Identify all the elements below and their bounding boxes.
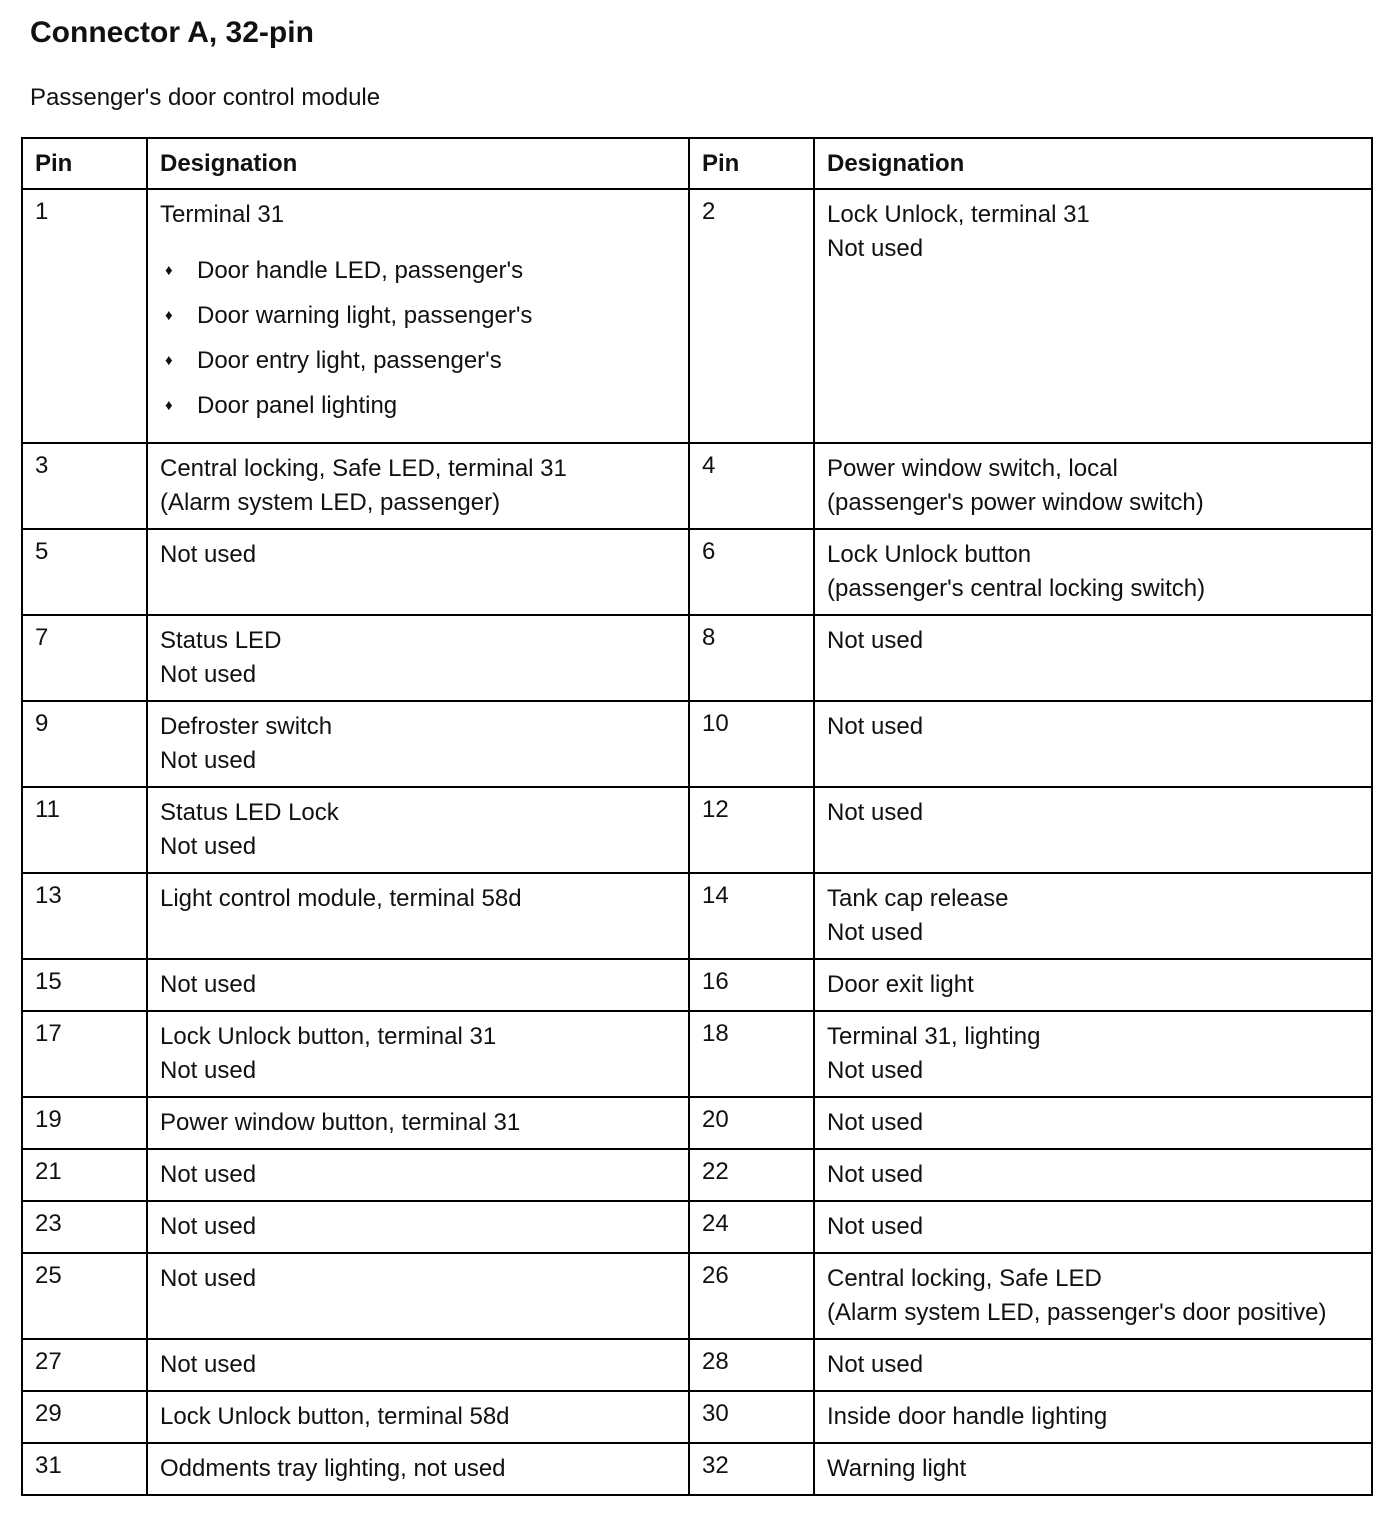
designation-line: Not used	[827, 235, 924, 262]
pin-designation-cell	[147, 1391, 689, 1443]
pin-designation-cell	[147, 1149, 689, 1201]
pin-designation-cell	[147, 701, 689, 787]
page-subtitle: Passenger's door control module	[30, 84, 381, 111]
designation-line: Central locking, Safe LED	[827, 1265, 1102, 1292]
designation-line: Power window button, terminal 31	[160, 1109, 521, 1136]
designation-line: Status LED Lock	[160, 799, 339, 826]
designation-line: Central locking, Safe LED, terminal 31	[160, 455, 567, 482]
pin-designation-cell	[814, 873, 1372, 959]
pin-designation-cell	[147, 1253, 689, 1339]
designation-line: Not used	[160, 833, 257, 860]
pin-designation-cell	[814, 529, 1372, 615]
designation-line: Lock Unlock button	[827, 541, 1032, 568]
designation-line: (passenger's power window switch)	[827, 489, 1204, 516]
bullet-item	[160, 299, 674, 332]
bullet-item	[160, 344, 674, 377]
pin-number-cell: 6	[689, 529, 814, 615]
pin-number-cell: 32	[689, 1443, 814, 1495]
pin-designation-cell	[147, 529, 689, 615]
designation-line: Terminal 31	[160, 201, 285, 228]
pin-designation-cell	[814, 1443, 1372, 1495]
bullet-text: Door handle LED, passenger's	[197, 257, 524, 284]
pin-designation-cell	[814, 1391, 1372, 1443]
designation-line: Not used	[160, 971, 257, 998]
pin-number-cell: 20	[689, 1097, 814, 1149]
pin-number-cell: 16	[689, 959, 814, 1011]
pin-designation-cell	[814, 787, 1372, 873]
designation-line: Lock Unlock, terminal 31	[827, 201, 1090, 228]
table-row	[22, 959, 1372, 1011]
designation-line: Not used	[827, 713, 924, 740]
pin-number-cell: 14	[689, 873, 814, 959]
designation-line: Light control module, terminal 58d	[160, 885, 522, 912]
pin-number-cell: 26	[689, 1253, 814, 1339]
pin-number-cell: 3	[22, 443, 147, 529]
designation-line: Terminal 31, lighting	[827, 1023, 1041, 1050]
pin-number-cell: 19	[22, 1097, 147, 1149]
header-pin-right: Pin	[689, 138, 814, 189]
designation-line: Lock Unlock button, terminal 31	[160, 1023, 497, 1050]
pin-designation-cell	[814, 1149, 1372, 1201]
table-row	[22, 1443, 1372, 1495]
pin-number-cell: 25	[22, 1253, 147, 1339]
pin-number-cell: 28	[689, 1339, 814, 1391]
pin-number-cell: 15	[22, 959, 147, 1011]
pin-number-cell: 10	[689, 701, 814, 787]
pin-designation-cell	[814, 189, 1372, 443]
designation-line: Oddments tray lighting, not used	[160, 1455, 506, 1482]
table-row	[22, 1339, 1372, 1391]
pin-number-cell: 31	[22, 1443, 147, 1495]
designation-line: Not used	[160, 1161, 257, 1188]
table-header-row	[22, 138, 1372, 189]
pin-designation-cell	[814, 1097, 1372, 1149]
designation-line: Not used	[160, 747, 257, 774]
designation-line: Not used	[827, 1161, 924, 1188]
pin-number-cell: 18	[689, 1011, 814, 1097]
table-row	[22, 189, 1372, 443]
designation-line: Not used	[160, 1213, 257, 1240]
designation-line: Status LED	[160, 627, 282, 654]
designation-line: Defroster switch	[160, 713, 333, 740]
header-designation-right: Designation	[814, 138, 1372, 189]
table-row	[22, 1391, 1372, 1443]
pin-number-cell: 24	[689, 1201, 814, 1253]
pin-number-cell: 5	[22, 529, 147, 615]
pin-number-cell: 22	[689, 1149, 814, 1201]
pin-designation-cell	[814, 959, 1372, 1011]
pin-number-cell: 7	[22, 615, 147, 701]
pin-number-cell: 4	[689, 443, 814, 529]
pin-designation-cell	[814, 443, 1372, 529]
pin-designation-cell	[147, 787, 689, 873]
pin-designation-cell	[147, 873, 689, 959]
pin-designation-cell	[814, 1201, 1372, 1253]
pin-number-cell: 11	[22, 787, 147, 873]
header-pin-left: Pin	[22, 138, 147, 189]
pin-designation-cell	[814, 615, 1372, 701]
header-designation-left: Designation	[147, 138, 689, 189]
bullet-item	[160, 254, 674, 287]
table-body	[22, 189, 1372, 1495]
table-row	[22, 701, 1372, 787]
table-row	[22, 873, 1372, 959]
designation-line: Not used	[160, 541, 257, 568]
designation-line: Not used	[160, 661, 257, 688]
designation-bullet-list	[160, 254, 674, 422]
designation-line: Not used	[160, 1265, 257, 1292]
diamond-bullet-icon: ♦	[165, 262, 173, 279]
pin-designation-cell	[147, 959, 689, 1011]
pin-designation-cell	[814, 1011, 1372, 1097]
designation-line: Inside door handle lighting	[827, 1403, 1108, 1430]
designation-line: Lock Unlock button, terminal 58d	[160, 1403, 510, 1430]
table-row	[22, 787, 1372, 873]
page-title: Connector A, 32-pin	[30, 16, 314, 49]
designation-line: Not used	[827, 919, 924, 946]
pin-number-cell: 23	[22, 1201, 147, 1253]
table-row	[22, 1149, 1372, 1201]
pin-number-cell: 29	[22, 1391, 147, 1443]
designation-line: (Alarm system LED, passenger's door positive)	[827, 1299, 1327, 1326]
diamond-bullet-icon: ♦	[165, 307, 173, 324]
pin-designation-cell	[147, 1011, 689, 1097]
table-row	[22, 529, 1372, 615]
table-row	[22, 615, 1372, 701]
pin-designation-cell	[814, 1253, 1372, 1339]
diamond-bullet-icon: ♦	[165, 352, 173, 369]
pin-designation-cell	[147, 1339, 689, 1391]
diamond-bullet-icon: ♦	[165, 397, 173, 414]
designation-line: (Alarm system LED, passenger)	[160, 489, 501, 516]
designation-line: Not used	[827, 627, 924, 654]
pin-designation-table	[21, 137, 1373, 1496]
designation-line: Warning light	[827, 1455, 967, 1482]
pin-number-cell: 30	[689, 1391, 814, 1443]
table-row	[22, 1201, 1372, 1253]
pin-designation-cell	[147, 1097, 689, 1149]
table-row	[22, 1097, 1372, 1149]
designation-line: Power window switch, local	[827, 455, 1118, 482]
table-row	[22, 1011, 1372, 1097]
designation-line: Tank cap release	[827, 885, 1009, 912]
pin-number-cell: 8	[689, 615, 814, 701]
bullet-text: Door entry light, passenger's	[197, 347, 502, 374]
pin-designation-cell	[147, 1201, 689, 1253]
pin-number-cell: 2	[689, 189, 814, 443]
designation-line: (passenger's central locking switch)	[827, 575, 1206, 602]
pin-designation-cell	[147, 189, 689, 443]
table-row	[22, 443, 1372, 529]
pin-number-cell: 21	[22, 1149, 147, 1201]
pin-designation-cell	[147, 443, 689, 529]
pin-number-cell: 12	[689, 787, 814, 873]
pin-number-cell: 27	[22, 1339, 147, 1391]
bullet-item	[160, 389, 674, 422]
designation-line: Not used	[827, 1351, 924, 1378]
pin-designation-cell	[147, 1443, 689, 1495]
table-row	[22, 1253, 1372, 1339]
designation-line: Not used	[160, 1351, 257, 1378]
designation-line: Not used	[827, 1213, 924, 1240]
designation-line: Not used	[160, 1057, 257, 1084]
pin-number-cell: 9	[22, 701, 147, 787]
pin-number-cell: 13	[22, 873, 147, 959]
pin-designation-cell	[814, 701, 1372, 787]
pin-number-cell: 17	[22, 1011, 147, 1097]
pin-designation-cell	[147, 615, 689, 701]
designation-line: Not used	[827, 799, 924, 826]
designation-line: Not used	[827, 1057, 924, 1084]
designation-line: Not used	[827, 1109, 924, 1136]
pin-number-cell: 1	[22, 189, 147, 443]
bullet-text: Door panel lighting	[197, 392, 398, 419]
pin-designation-cell	[814, 1339, 1372, 1391]
bullet-text: Door warning light, passenger's	[197, 302, 533, 329]
designation-line: Door exit light	[827, 971, 974, 998]
